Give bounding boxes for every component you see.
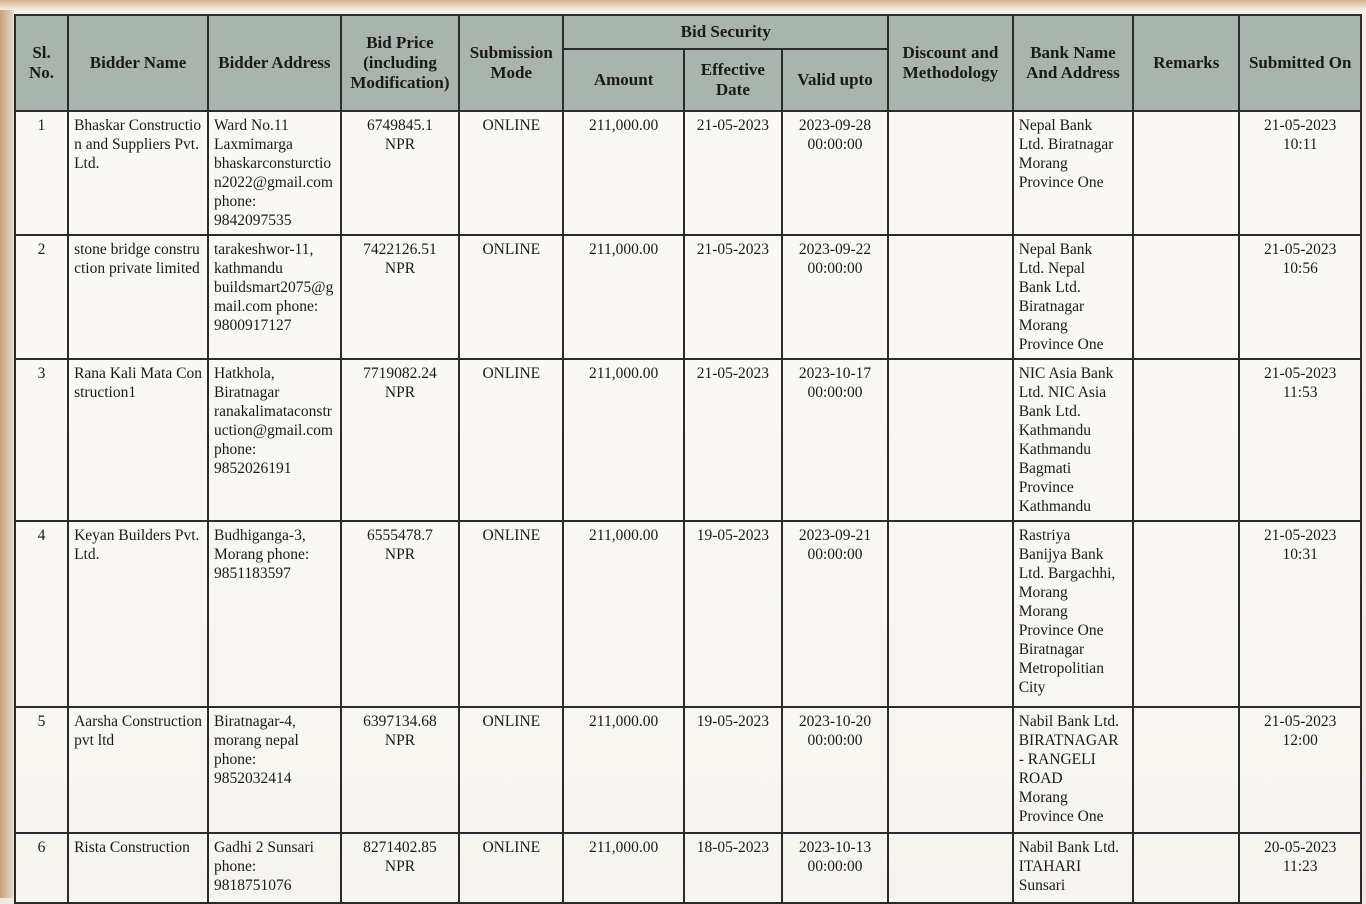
- cell-submitted-on: 21-05-2023 10:31: [1239, 521, 1361, 707]
- cell-discount: [888, 833, 1013, 903]
- header-effective-date: Effective Date: [684, 49, 782, 111]
- cell-submission-mode: ONLINE: [459, 521, 563, 707]
- header-submission-mode: Submission Mode: [459, 15, 563, 111]
- table-row: [15, 521, 1361, 707]
- cell-remarks: [1133, 707, 1239, 833]
- cell-bid-price: 6397134.68 NPR: [341, 707, 459, 833]
- cell-effective-date: 18-05-2023: [684, 833, 782, 903]
- cell-sl: 3: [15, 359, 68, 521]
- cell-sl: 5: [15, 707, 68, 833]
- cell-bidder-address: tarakeshwor-11, kathmandu buildsmart2075@g mail.com phone: 9800917127: [208, 235, 341, 359]
- cell-discount: [888, 521, 1013, 707]
- header-bid-security: Bid Security: [563, 15, 888, 49]
- cell-bidder-name: Bhaskar Construction and Suppliers Pvt.Ltd.: [68, 111, 208, 235]
- cell-amount: 211,000.00: [563, 521, 684, 707]
- cell-effective-date: 21-05-2023: [684, 111, 782, 235]
- cell-bidder-name: Rana Kali Mata Construction1: [68, 359, 208, 521]
- header-bidder-name: Bidder Name: [68, 15, 208, 111]
- cell-valid-upto: 2023-10-13 00:00:00: [782, 833, 888, 903]
- table-row: [15, 707, 1361, 833]
- cell-submission-mode: ONLINE: [459, 707, 563, 833]
- header-bidder-address: Bidder Address: [208, 15, 341, 111]
- header-submitted-on: Submitted On: [1239, 15, 1361, 111]
- cell-submitted-on: 21-05-2023 10:11: [1239, 111, 1361, 235]
- table-row: [15, 235, 1361, 359]
- cell-sl: 1: [15, 111, 68, 235]
- header-bank: Bank Name And Address: [1013, 15, 1134, 111]
- cell-bidder-name: stone bridge construction private limited: [68, 235, 208, 359]
- table-header: [15, 15, 1361, 111]
- cell-submission-mode: ONLINE: [459, 235, 563, 359]
- cell-bank: Rastriya Banijya Bank Ltd. Bargachhi, Morang Morang Province One Biratnagar Metropolitian City: [1013, 521, 1134, 707]
- cell-valid-upto: 2023-09-21 00:00:00: [782, 521, 888, 707]
- cell-amount: 211,000.00: [563, 111, 684, 235]
- header-sl-no: Sl. No.: [15, 15, 68, 111]
- header-discount: Discount and Methodology: [888, 15, 1013, 111]
- cell-bidder-address: Hatkhola, Biratnagar ranakalimataconstr uction@gmail.com phone: 9852026191: [208, 359, 341, 521]
- cell-discount: [888, 111, 1013, 235]
- table-row: [15, 833, 1361, 903]
- cell-bidder-address: Gadhi 2 Sunsari phone: 9818751076: [208, 833, 341, 903]
- cell-bid-price: 8271402.85 NPR: [341, 833, 459, 903]
- cell-discount: [888, 359, 1013, 521]
- cell-effective-date: 19-05-2023: [684, 707, 782, 833]
- cell-remarks: [1133, 235, 1239, 359]
- cell-valid-upto: 2023-10-20 00:00:00: [782, 707, 888, 833]
- cell-bidder-name: Keyan Builders Pvt. Ltd.: [68, 521, 208, 707]
- header-amount: Amount: [563, 49, 684, 111]
- page-edge: [0, 0, 14, 898]
- cell-discount: [888, 235, 1013, 359]
- cell-submission-mode: ONLINE: [459, 833, 563, 903]
- cell-bank: Nabil Bank Ltd. BIRATNAGAR - RANGELI ROAD Morang Province One: [1013, 707, 1134, 833]
- cell-effective-date: 21-05-2023: [684, 235, 782, 359]
- cell-remarks: [1133, 111, 1239, 235]
- cell-submitted-on: 21-05-2023 12:00: [1239, 707, 1361, 833]
- cell-bid-price: 7719082.24 NPR: [341, 359, 459, 521]
- cell-remarks: [1133, 833, 1239, 903]
- cell-bank: NIC Asia Bank Ltd. NIC Asia Bank Ltd. Kathmandu Kathmandu Bagmati Province Kathmandu: [1013, 359, 1134, 521]
- table-row: [15, 359, 1361, 521]
- cell-amount: 211,000.00: [563, 235, 684, 359]
- cell-effective-date: 21-05-2023: [684, 359, 782, 521]
- cell-submitted-on: 20-05-2023 11:23: [1239, 833, 1361, 903]
- cell-bidder-address: Budhiganga-3, Morang phone: 9851183597: [208, 521, 341, 707]
- cell-amount: 211,000.00: [563, 359, 684, 521]
- table-row: [15, 111, 1361, 235]
- cell-valid-upto: 2023-10-17 00:00:00: [782, 359, 888, 521]
- cell-bidder-address: Biratnagar-4, morang nepal phone: 9852032414: [208, 707, 341, 833]
- cell-bid-price: 7422126.51 NPR: [341, 235, 459, 359]
- cell-bank: Nabil Bank Ltd. ITAHARI Sunsari: [1013, 833, 1134, 903]
- cell-remarks: [1133, 359, 1239, 521]
- cell-sl: 2: [15, 235, 68, 359]
- cell-bidder-address: Ward No.11 Laxmimarga bhaskarconsturctio n2022@gmail.com phone: 9842097535: [208, 111, 341, 235]
- cell-effective-date: 19-05-2023: [684, 521, 782, 707]
- header-remarks: Remarks: [1133, 15, 1239, 111]
- cell-bidder-name: Rista Construction: [68, 833, 208, 903]
- cell-sl: 4: [15, 521, 68, 707]
- header-valid-upto: Valid upto: [782, 49, 888, 111]
- page-edge-top: [0, 0, 1366, 10]
- cell-bid-price: 6555478.7 NPR: [341, 521, 459, 707]
- header-bid-price: Bid Price (including Modification): [341, 15, 459, 111]
- cell-submission-mode: ONLINE: [459, 359, 563, 521]
- bid-evaluation-table: [14, 14, 1362, 904]
- cell-bank: Nepal Bank Ltd. Nepal Bank Ltd. Biratnagar Morang Province One: [1013, 235, 1134, 359]
- cell-sl: 6: [15, 833, 68, 903]
- cell-submitted-on: 21-05-2023 10:56: [1239, 235, 1361, 359]
- cell-submission-mode: ONLINE: [459, 111, 563, 235]
- cell-bid-price: 6749845.1 NPR: [341, 111, 459, 235]
- cell-discount: [888, 707, 1013, 833]
- cell-submitted-on: 21-05-2023 11:53: [1239, 359, 1361, 521]
- cell-bank: Nepal Bank Ltd. Biratnagar Morang Province One: [1013, 111, 1134, 235]
- table-body: [15, 111, 1361, 903]
- cell-amount: 211,000.00: [563, 707, 684, 833]
- cell-valid-upto: 2023-09-22 00:00:00: [782, 235, 888, 359]
- cell-amount: 211,000.00: [563, 833, 684, 903]
- cell-valid-upto: 2023-09-28 00:00:00: [782, 111, 888, 235]
- cell-bidder-name: Aarsha Construction pvt ltd: [68, 707, 208, 833]
- cell-remarks: [1133, 521, 1239, 707]
